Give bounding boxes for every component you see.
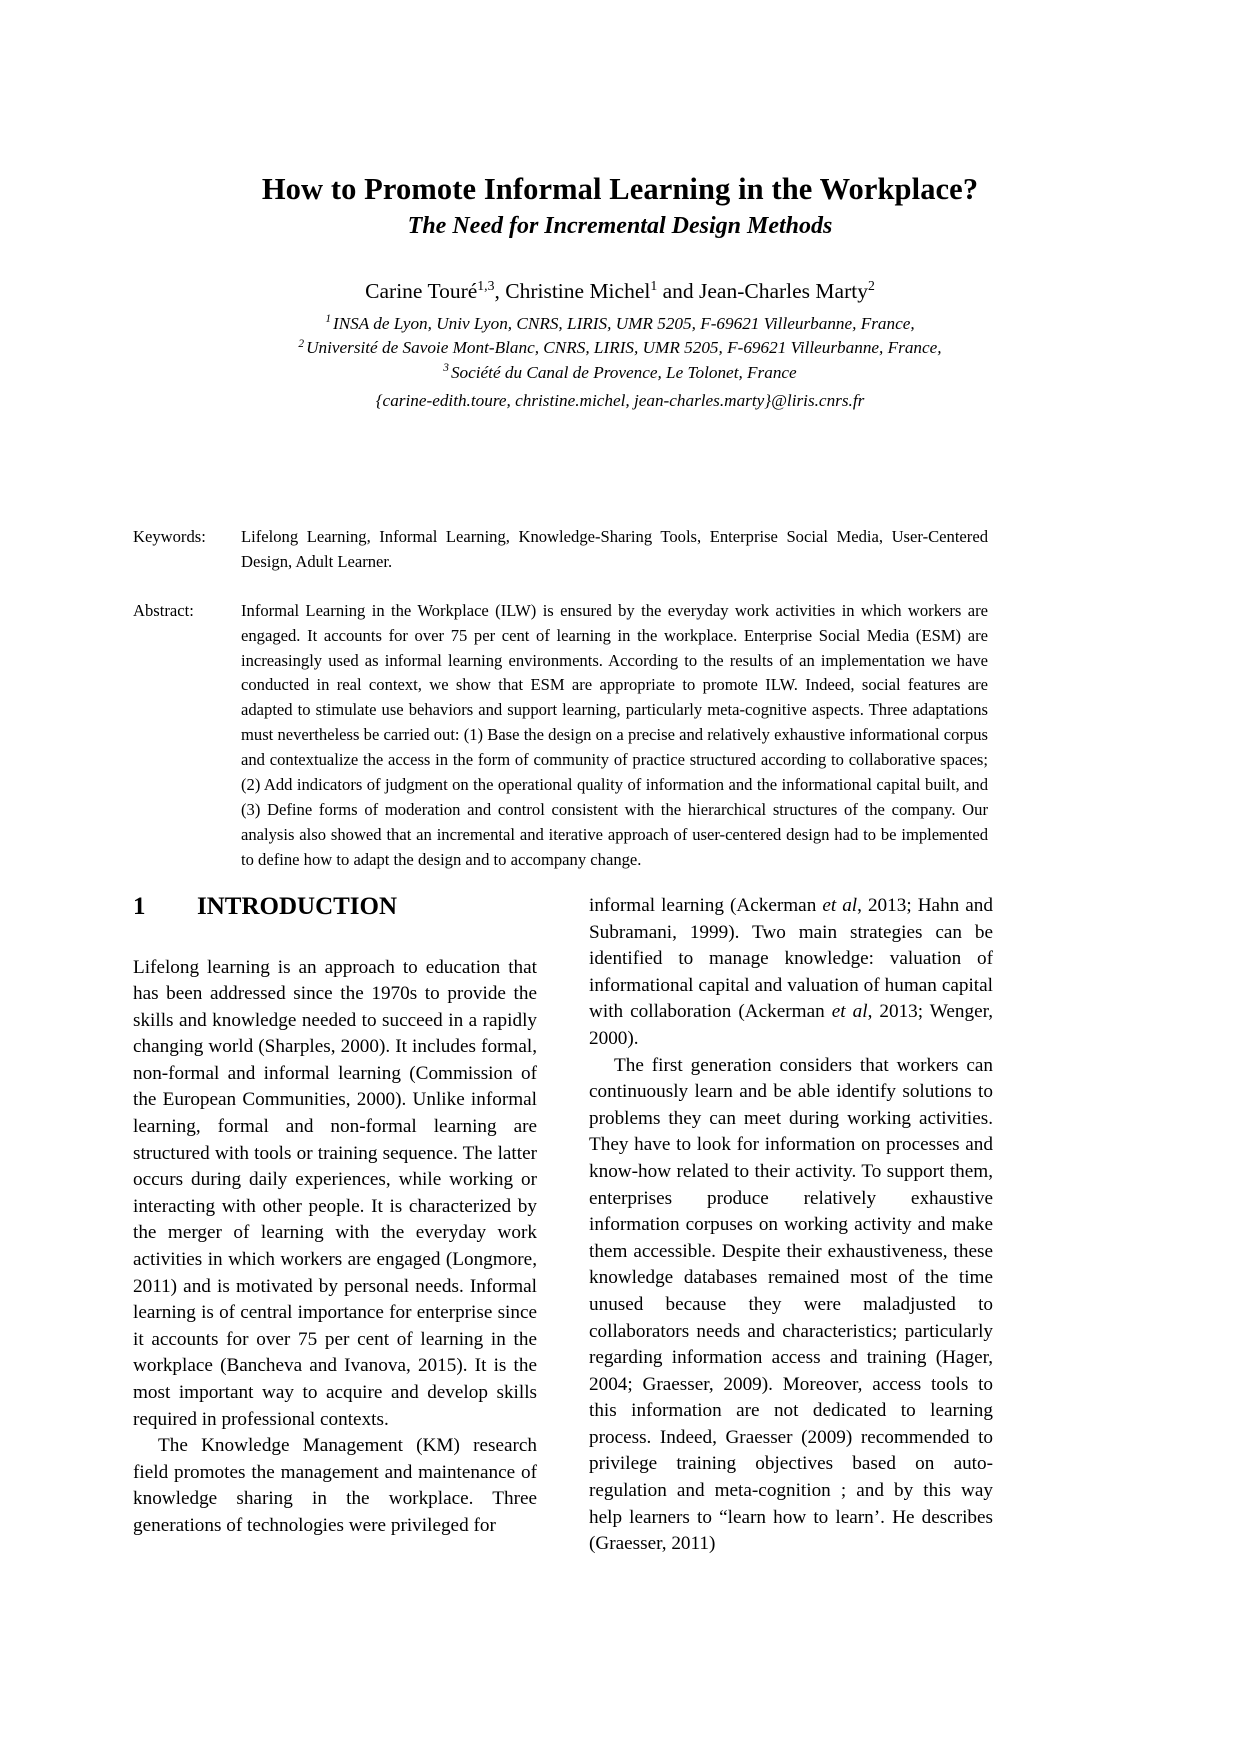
metadata-block [133,525,988,873]
affiliation-2-text: Université de Savoie Mont-Blanc, CNRS, LIRIS, UMR 5205, F-69621 Villeurbanne, France, [306,338,942,358]
paragraph: The Knowledge Management (KM) research field promotes the management and maintenance of knowledge sharing in the workplace. Three generations of technologies were privileged for [133,1435,537,1536]
abstract-row [133,599,988,873]
paragraph: The first generation considers that workers can continuously learn and be able identify solutions to problems they can meet during working activities. They have to look for information on processes and know-how related to their activity. To support them, enterprises produce relatively exhaustive information corpuses on working activity and make them accessible. Despite their exhaustiveness, these knowledge databases remained most of the time unused because they were maladjusted to collaborators needs and characteristics; particularly regarding information access and training (Hager, 2004; Graesser, 2009). Moreover, access tools to this information are not dedicated to learning process. Indeed, Graesser (2009) recommended to privilege training objectives based on auto-regulation and meta-cognition ; and by this way help learners to “learn how to learn’. He describes (Graesser, 2011) [589,1054,993,1555]
authors-block [130,278,1110,414]
section-title: INTRODUCTION [197,893,398,920]
affiliation-1-text: INSA de Lyon, Univ Lyon, CNRS, LIRIS, UMR 5205, F-69621 Villeurbanne, France, [332,313,915,333]
keywords-label: Keywords: [133,527,206,546]
paragraph: informal learning (Ackerman et al, 2013; Hahn and Subramani, 1999). Two main strategies can be identified to manage knowledge: valuation of informational capital and valuation of human capital with collaboration (Ackerman et al, 2013; Wenger, 2000). [589,895,993,1049]
section-heading-introduction [133,893,537,921]
abstract-text: Informal Learning in the Workplace (ILW) is ensured by the everyday work activities in which workers are engaged. It accounts for over 75 per cent of learning in the workplace. Enterprise Social Media (ESM) are increasingly used as informal learning environments. According to the results of an implementation we have conducted in real context, we show that ESM are appropriate to promote ILW. Indeed, social features are adapted to stimulate use behaviors and support learning, particularly meta-cognitive aspects. Three adaptations must nevertheless be carried out: (1) Base the design on a precise and relatively exhaustive informational corpus and contextualize the access in the form of community of practice structured according to collaborative spaces; (2) Add indicators of judgment on the operational quality of information and the informational capital built, and (3) Define forms of moderation and control consistent with the hierarchical structures of the company. Our analysis also showed that an incremental and iterative approach of user-centered design had to be implemented to define how to adapt the design and to accompany change. [241,600,988,869]
affiliation-2 [130,336,1110,360]
section-number: 1 [133,893,146,920]
abstract-label: Abstract: [133,600,194,620]
affiliation-1 [130,312,1110,336]
affiliation-list [130,312,1110,385]
page-title: How to Promote Informal Learning in the Workplace? [261,172,979,206]
affiliation-3 [130,361,1110,385]
affiliation-marker-1: 1 [325,313,331,326]
keywords-row [133,525,988,575]
affiliation-marker-2: 2 [298,337,305,350]
column-right [589,893,993,1555]
affiliation-marker-3: 3 [443,361,449,374]
body-columns [133,893,993,1555]
title-block [130,172,1110,241]
keywords-text: Lifelong Learning, Informal Learning, Knowledge-Sharing Tools, Enterprise Social Media, User-Centered Design, Adult Learner. [241,527,988,571]
affiliation-3-text: Société du Canal de Provence, Le Tolonet, France [450,362,797,382]
page-subtitle: The Need for Incremental Design Methods [407,213,833,240]
author-emails: {carine-edith.toure, christine.michel, jean-charles.marty}@liris.cnrs.fr [375,391,865,411]
paragraph: Lifelong learning is an approach to education that has been addressed since the 1970s to provide the skills and knowledge needed to succeed in a rapidly changing world (Sharples, 2000). It includes formal, non-formal and informal learning (Commission of the European Communities, 2000). Unlike informal learning, formal and non-formal learning are structured with tools or training sequence. The latter occurs during daily experiences, while working or interacting with other people. It is characterized by the merger of learning with the everyday work activities in which workers are engaged (Longmore, 2011) and is motivated by personal needs. Informal learning is of central importance for enterprise since it accounts for over 75 per cent of learning in the workplace (Bancheva and Ivanova, 2015). It is the most important way to acquire and develop skills required in professional contexts. [133,956,537,1430]
author-names: Carine Touré$^{1,3}$, Christine Michel$^1$ and Jean-Charles Marty$^2$ [365,277,875,303]
column-left [133,893,537,1536]
